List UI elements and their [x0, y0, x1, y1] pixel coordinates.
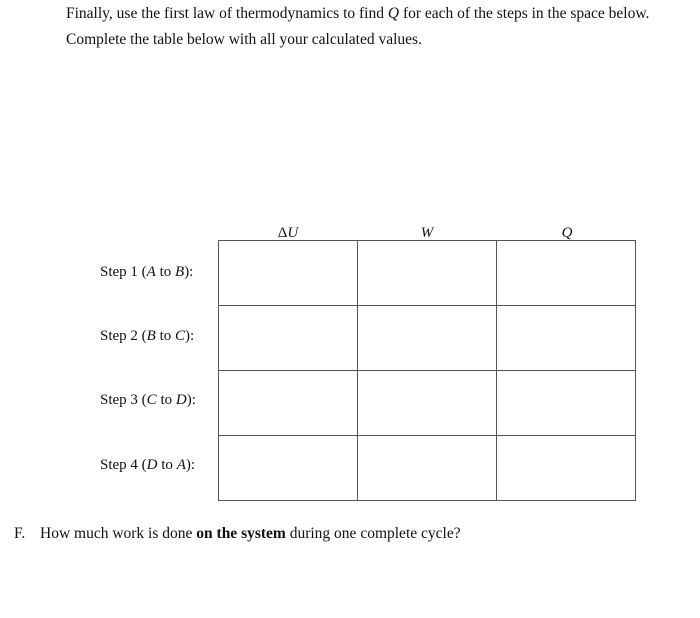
- table-row: [219, 306, 636, 371]
- row-label-prefix: Step 4 (: [100, 457, 147, 473]
- row-label-suffix: ):: [185, 328, 195, 344]
- row-label-step-1: [100, 263, 193, 281]
- answer-table: [218, 240, 636, 501]
- cell-step-3-q[interactable]: [497, 371, 636, 436]
- instruction-text: for each of the steps in the space below.: [399, 5, 650, 22]
- row-label-prefix: Step 2 (: [100, 328, 147, 344]
- cell-step-4-w[interactable]: [358, 436, 497, 501]
- cell-step-2-q[interactable]: [497, 306, 636, 371]
- cell-step-3-w[interactable]: [358, 371, 497, 436]
- question-letter: F.: [14, 525, 26, 542]
- state-from: B: [146, 328, 156, 344]
- column-header-q: Q: [561, 225, 573, 241]
- row-label-step-4: [100, 456, 195, 474]
- cell-step-3-delta-u[interactable]: [219, 371, 358, 436]
- state-to: A: [176, 457, 186, 473]
- question-emphasis: on the system: [196, 525, 286, 542]
- state-to: D: [175, 392, 187, 408]
- row-label-suffix: ):: [184, 264, 194, 280]
- cell-step-1-w[interactable]: [358, 241, 497, 306]
- instruction-text: Finally, use the first law of thermodynamics to find: [66, 5, 388, 22]
- question-text: How much work is done: [40, 525, 197, 542]
- row-label-suffix: ):: [185, 457, 196, 473]
- instruction-line-1: [66, 4, 649, 24]
- row-label-prefix: Step 1 (: [100, 264, 147, 280]
- table-row: [219, 436, 636, 501]
- row-label-suffix: ):: [186, 392, 196, 408]
- table-row: [219, 241, 636, 306]
- row-label-to: to: [155, 328, 176, 344]
- cell-step-2-w[interactable]: [358, 306, 497, 371]
- row-label-to: to: [156, 392, 176, 408]
- state-from: A: [146, 264, 156, 280]
- column-header-w: W: [420, 225, 434, 241]
- question-f: [14, 524, 461, 544]
- u-symbol: U: [287, 225, 299, 241]
- row-label-step-3: [100, 391, 196, 409]
- state-to: B: [175, 264, 185, 280]
- state-from: C: [146, 392, 157, 408]
- cell-step-1-q[interactable]: [497, 241, 636, 306]
- delta-symbol: Δ: [277, 225, 288, 241]
- cell-step-4-delta-u[interactable]: [219, 436, 358, 501]
- question-text: during one complete cycle?: [285, 525, 461, 542]
- row-label-to: to: [155, 264, 176, 280]
- row-label-prefix: Step 3 (: [100, 392, 147, 408]
- q-symbol: Q: [387, 5, 400, 22]
- row-label-step-2: [100, 327, 194, 345]
- cell-step-4-q[interactable]: [497, 436, 636, 501]
- table-row: [219, 371, 636, 436]
- instruction-line-2: Complete the table below with all your calculated values.: [66, 31, 422, 48]
- cell-step-1-delta-u[interactable]: [219, 241, 358, 306]
- cell-step-2-delta-u[interactable]: [219, 306, 358, 371]
- state-to: C: [175, 328, 186, 344]
- state-from: D: [146, 457, 158, 473]
- row-label-to: to: [157, 457, 177, 473]
